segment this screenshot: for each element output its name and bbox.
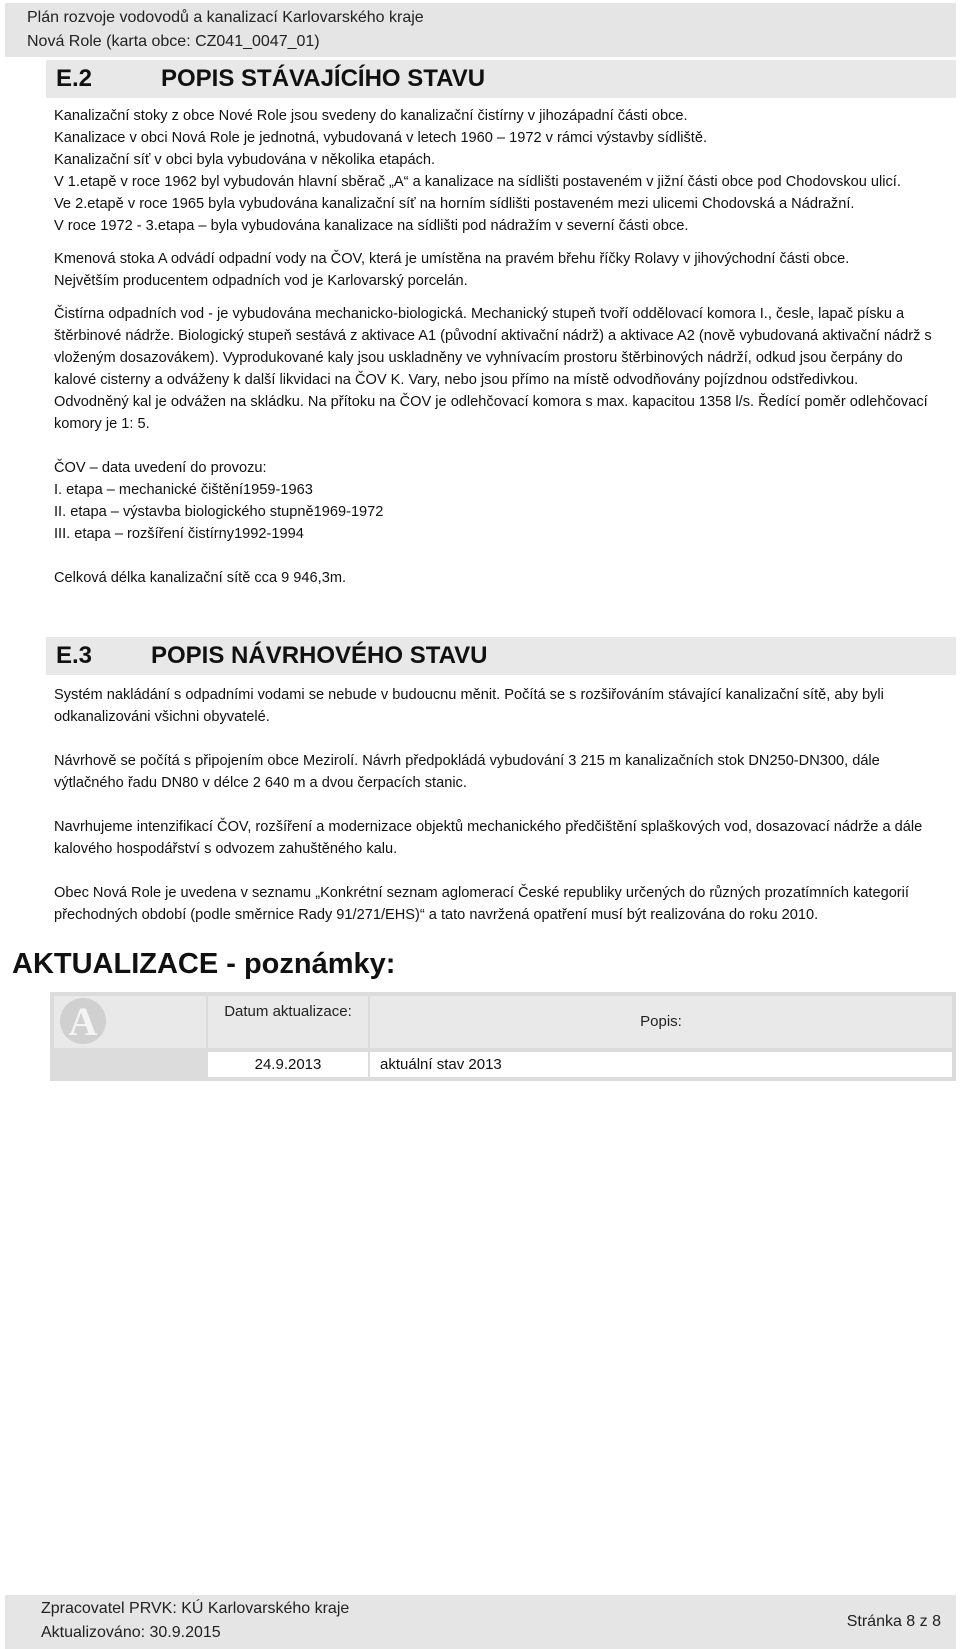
paragraph: Kanalizační stoky z obce Nové Role jsou svedeny do kanalizační čistírny v jihozápadní části obce. bbox=[54, 108, 688, 124]
paragraph: Navrhujeme intenzifikací ČOV, rozšíření a modernizace objektů mechanického předčištění splaškových vod, dosazovací nádrže a dále kalového hospodářství s odvozem zahuštěného kalu. bbox=[54, 819, 923, 857]
paragraph: Kanalizační síť v obci byla vybudována v několika etapách. bbox=[54, 152, 436, 168]
total-length: Celková délka kanalizační sítě cca 9 946,3m. bbox=[54, 570, 347, 586]
section-title: POPIS NÁVRHOVÉHO STAVU bbox=[151, 642, 488, 669]
section-number: E.3 bbox=[56, 642, 93, 669]
column-header-description: Popis: bbox=[370, 996, 952, 1048]
logo-a-icon: A bbox=[60, 998, 106, 1044]
section-e3-body bbox=[54, 684, 934, 926]
paragraph: Ve 2.etapě v roce 1965 byla vybudována kanalizační síť na horním sídlišti postaveném mezi ulicemi Chodovská a Nádražní. bbox=[54, 196, 855, 212]
table-cell-date: 24.9.2013 bbox=[208, 1052, 368, 1077]
footer-author: Zpracovatel PRVK: KÚ Karlovarského kraje bbox=[41, 1600, 350, 1617]
cov-item: III. etapa – rozšíření čistírny1992-1994 bbox=[54, 526, 304, 542]
paragraph: Systém nakládání s odpadními vodami se nebude v budoucnu měnit. Počítá se s rozšiřováním stávající kanalizační sítě, aby byli odkanalizováni všichni obyvatelé. bbox=[54, 687, 884, 725]
section-e2-body bbox=[54, 105, 934, 589]
logo-cell bbox=[54, 996, 206, 1048]
section-number: E.2 bbox=[56, 65, 93, 92]
cov-item: II. etapa – výstavba biologického stupně1969-1972 bbox=[54, 504, 384, 520]
paragraph-producer: Největším producentem odpadních vod je Karlovarský porcelán. bbox=[54, 273, 468, 289]
cov-item: I. etapa – mechanické čištění1959-1963 bbox=[54, 482, 313, 498]
paragraph: Kanalizace v obci Nová Role je jednotná, vybudovaná v letech 1960 – 1972 v rámci výstavby sídliště. bbox=[54, 130, 708, 146]
section-title: POPIS STÁVAJÍCÍHO STAVU bbox=[161, 65, 486, 92]
table-row-spacer bbox=[54, 1052, 206, 1077]
paragraph: Obec Nová Role je uvedena v seznamu „Konkrétní seznam aglomerací České republiky určených do různých prozatímních kategorií přechodných období (podle směrnice Rady 91/271/EHS)“ a tato navržená opatření musí být realizována do roku 2010. bbox=[54, 885, 909, 923]
paragraph: V roce 1972 - 3.etapa – byla vybudována kanalizace na sídlišti pod nádražím v severní části obce. bbox=[54, 218, 689, 234]
section-e2-heading bbox=[46, 60, 956, 98]
section-e3-heading bbox=[46, 637, 956, 675]
footer-updated: Aktualizováno: 30.9.2015 bbox=[41, 1624, 221, 1641]
header-title: Plán rozvoje vodovodů a kanalizací Karlovarského kraje bbox=[27, 9, 424, 26]
table-cell-description: aktuální stav 2013 bbox=[370, 1052, 952, 1077]
paragraph: V 1.etapě v roce 1962 byl vybudován hlavní sběrač „A“ a kanalizace na sídlišti postaveném v jižní části obce pod Chodovskou ulicí. bbox=[54, 174, 901, 190]
column-header-date: Datum aktualizace: bbox=[208, 996, 368, 1048]
paragraph-cistirna: Čistírna odpadních vod - je vybudována mechanicko-biologická. Mechanický stupeň tvoří oddělovací komora I., česle, lapač písku a štěrbinové nádrže. Biologický stupeň sestává z aktivace A1 (původní aktivační nádrž) a aktivace A2 (nově vybudovaná aktivační nádrž s vloženým dosazovákem). Vyprodukované kaly jsou uskladněny ve vyhnívacím prostoru štěrbinových nádrží, odkud jsou čerpány do kalové cisterny a odváženy k další likvidaci na ČOV K. Vary, nebo jsou přímo na místě odvodňovány pojízdnou odstředivkou. Odvodněný kal je odvážen na skládku. Na přítoku na ČOV je odlehčovací komora s max. kapacitou 1358 l/s. Ředící poměr odlehčovací komory je 1: 5. bbox=[54, 306, 932, 432]
cov-heading: ČOV – data uvedení do provozu: bbox=[54, 460, 267, 476]
header-subtitle: Nová Role (karta obce: CZ041_0047_01) bbox=[27, 33, 320, 50]
paragraph-stoka: Kmenová stoka A odvádí odpadní vody na ČOV, která je umístěna na pravém břehu říčky Rolavy v jihovýchodní části obce. bbox=[54, 251, 850, 267]
footer-page-number: Stránka 8 z 8 bbox=[846, 1613, 941, 1630]
update-table bbox=[50, 992, 956, 1081]
paragraph: Návrhově se počítá s připojením obce Mezirolí. Návrh předpokládá vybudování 3 215 m kanalizačních stok DN250-DN300, dále výtlačného řadu DN80 v délce 2 640 m a dvou čerpacích stanic. bbox=[54, 753, 880, 791]
aktualizace-title: AKTUALIZACE - poznámky: bbox=[12, 948, 396, 980]
page-header bbox=[5, 3, 956, 57]
page-footer bbox=[5, 1595, 956, 1649]
